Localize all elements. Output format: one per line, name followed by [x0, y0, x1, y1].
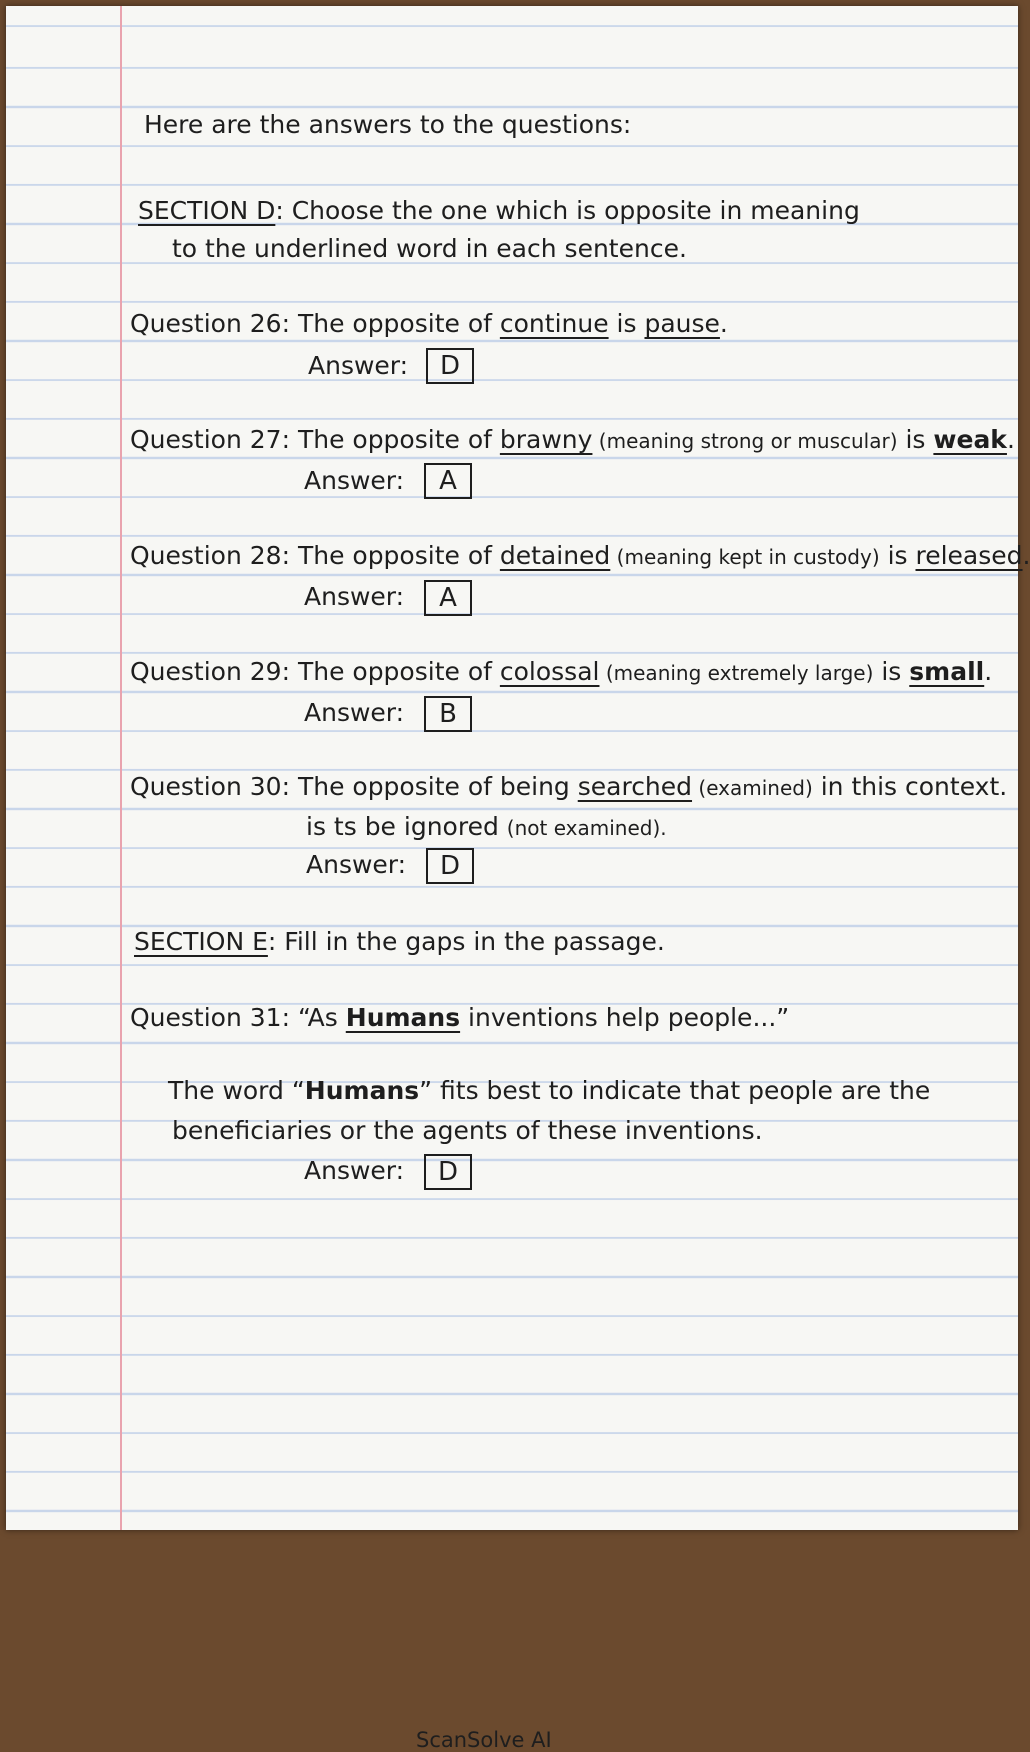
answer-box-30: D: [426, 848, 474, 884]
question-28: Question 28: The opposite of detained (meaning kept in custody) is released.: [130, 541, 1030, 570]
footer-brand: ScanSolve AI: [416, 1728, 552, 1752]
answer-label-29: Answer:: [304, 698, 405, 727]
answer-box-28: A: [424, 580, 472, 616]
section-d-heading: SECTION D: Choose the one which is opposite in meaning: [138, 196, 860, 225]
answer-box-27: A: [424, 463, 472, 499]
notebook-paper: [6, 6, 1030, 1752]
answer-label-26: Answer:: [308, 351, 409, 380]
question-31-explanation-line2: beneficiaries or the agents of these inventions.: [172, 1116, 763, 1145]
answer-label-31: Answer:: [304, 1156, 405, 1185]
answer-box-31: D: [424, 1154, 472, 1190]
intro-text: Here are the answers to the questions:: [144, 110, 632, 139]
question-30: Question 30: The opposite of being searched (examined) in this context.: [130, 772, 1008, 801]
answer-box-29: B: [424, 696, 472, 732]
question-27: Question 27: The opposite of brawny (meaning strong or muscular) is weak.: [130, 425, 1015, 454]
question-29: Question 29: The opposite of colossal (meaning extremely large) is small.: [130, 657, 993, 686]
answer-label-30: Answer:: [306, 850, 407, 879]
question-31: Question 31: “As Humans inventions help people...”: [130, 1003, 790, 1032]
answer-label-28: Answer:: [304, 582, 405, 611]
question-30-line2: is ts be ignored (not examined).: [306, 812, 667, 841]
answer-box-26: D: [426, 348, 474, 384]
question-26: Question 26: The opposite of continue is pause.: [130, 309, 728, 338]
section-e-heading: SECTION E: Fill in the gaps in the passage.: [134, 927, 665, 956]
question-31-explanation-line1: The word “Humans” fits best to indicate that people are the: [168, 1076, 931, 1105]
margin-line: [120, 6, 122, 1530]
answer-label-27: Answer:: [304, 466, 405, 495]
section-d-instruction: to the underlined word in each sentence.: [172, 234, 687, 263]
